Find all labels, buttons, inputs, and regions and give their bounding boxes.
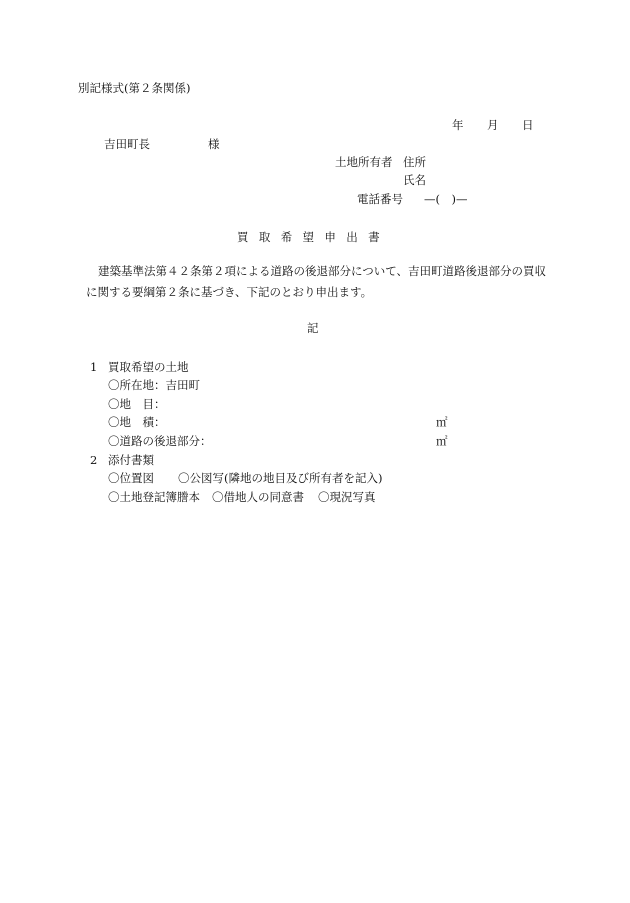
body-line-2: に関する要綱第２条に基づき、下記のとおり申出ます。 <box>86 285 373 299</box>
phone-format: —( )— <box>424 192 468 206</box>
owner-label: 土地所有者 <box>335 155 393 169</box>
section-2-number: 2 <box>90 453 98 467</box>
phone-label: 電話番号 <box>357 192 403 206</box>
attachment-consent: 〇借地人の同意書 <box>212 490 304 504</box>
section-1-title: 買取希望の土地 <box>108 360 189 374</box>
addressee-suffix: 様 <box>208 137 220 151</box>
item-area: 〇地 積： <box>108 415 166 429</box>
addressee: 吉田町長 <box>104 137 150 151</box>
section-2-title: 添付書類 <box>108 453 154 467</box>
item-area-unit: ㎡ <box>436 415 448 429</box>
attachment-photo: 〇現況写真 <box>318 490 376 504</box>
body-line-1: 建築基準法第４２条第２項による道路の後退部分について、吉田町道路後退部分の買収 <box>98 264 547 278</box>
date-month-label: 月 <box>487 118 499 132</box>
document-title: 買取希望申出書 <box>237 230 390 244</box>
date-day-label: 日 <box>522 118 534 132</box>
form-label: 別記様式(第２条関係) <box>78 81 191 95</box>
item-setback-unit: ㎡ <box>436 434 448 448</box>
name-label: 氏名 <box>403 173 426 187</box>
attachment-public-map: 〇公図写(隣地の地目及び所有者を記入) <box>178 471 383 485</box>
section-1-number: 1 <box>90 360 98 374</box>
attachment-location-map: 〇位置図 <box>108 471 154 485</box>
address-label: 住所 <box>403 155 426 169</box>
item-setback: 〇道路の後退部分： <box>108 434 212 448</box>
item-location: 〇所在地：吉田町 <box>108 378 200 392</box>
attachment-registry: 〇土地登記簿謄本 <box>108 490 200 504</box>
item-chimoku: 〇地 目： <box>108 397 166 411</box>
date-year-label: 年 <box>452 118 464 132</box>
ki-heading: 記 <box>307 321 319 335</box>
